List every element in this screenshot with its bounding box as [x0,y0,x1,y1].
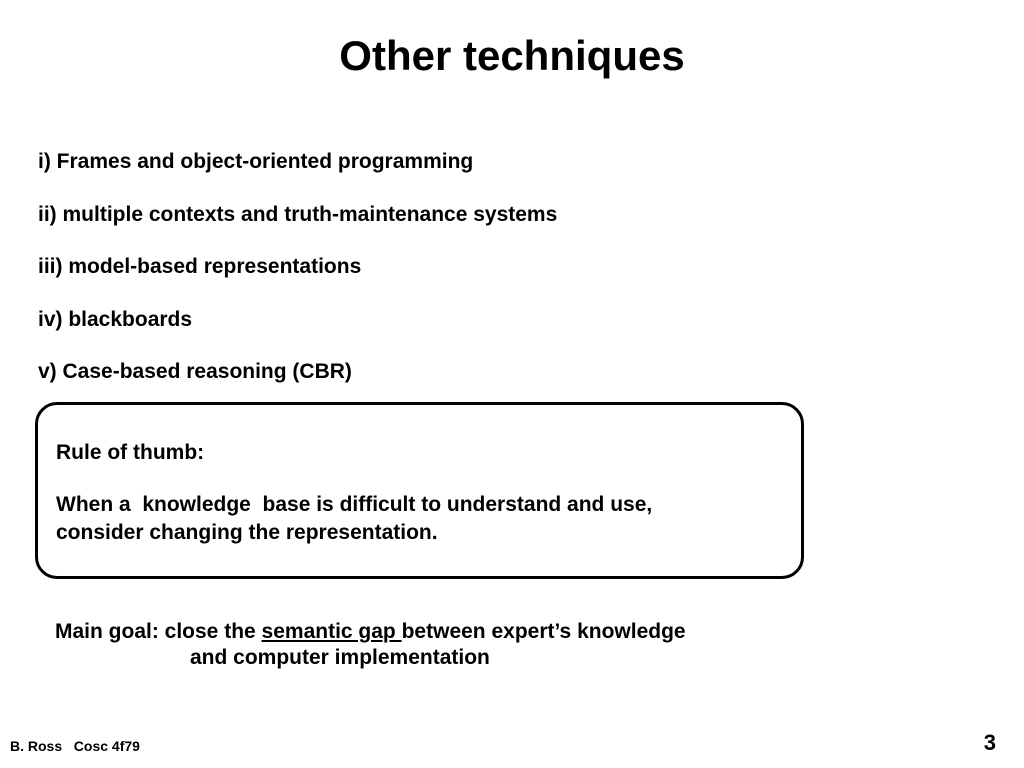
rule-of-thumb-line: When a knowledge base is difficult to understand and use, [56,493,653,516]
main-goal-prefix: Main goal: close the [55,620,262,643]
main-goal-line2: and computer implementation [190,646,490,669]
footer-author-course: B. Ross Cosc 4f79 [10,738,140,754]
technique-item: ii) multiple contexts and truth-maintenance systems [38,202,558,226]
semantic-gap-term: semantic gap [261,620,402,643]
technique-list [38,148,557,411]
page-number: 3 [983,730,996,755]
slide-title: Other techniques [339,32,685,79]
rule-of-thumb-heading: Rule of thumb: [56,441,205,464]
rule-of-thumb-box [35,402,804,579]
rule-of-thumb-line: consider changing the representation. [56,521,438,544]
main-goal [55,619,686,671]
technique-item: iii) model-based representations [38,255,362,278]
technique-item: v) Case-based reasoning (CBR) [38,360,352,383]
main-goal-suffix: between expert’s knowledge [401,620,686,643]
rule-of-thumb-text [56,491,652,547]
technique-item: iv) blackboards [38,307,193,331]
technique-item: i) Frames and object-oriented programming [38,150,474,173]
